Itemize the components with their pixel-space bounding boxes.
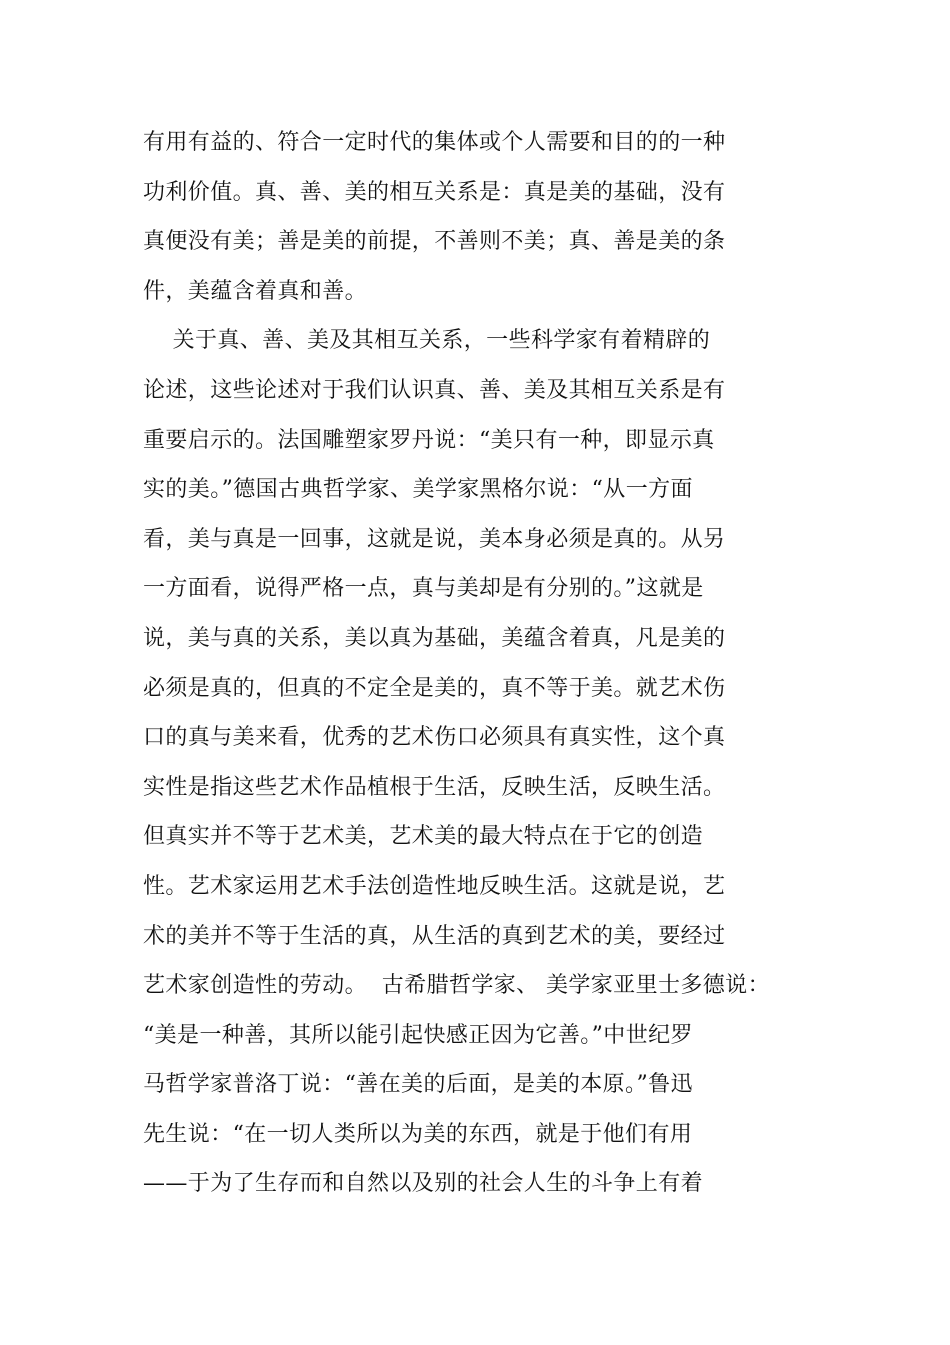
text-line: 重要启示的。法国雕塑家罗丹说：“美只有一种，即显示真 bbox=[143, 427, 715, 453]
text-line: 说，美与真的关系，美以真为基础，美蕴含着真，凡是美的 bbox=[143, 625, 726, 651]
text-line: 实的美。”德国古典哲学家、美学家黑格尔说：“从一方面 bbox=[143, 477, 693, 503]
text-line: 马哲学家普洛丁说：“善在美的后面，是美的本原。”鲁迅 bbox=[143, 1072, 693, 1098]
text-line: 有用有益的、符合一定时代的集体或个人需要和目的的一种 bbox=[143, 130, 726, 155]
text-line: 但真实并不等于艺术美，艺术美的最大特点在于它的创造 bbox=[143, 824, 704, 850]
text-line: 先生说：“在一切人类所以为美的东西，就是于他们有用 bbox=[143, 1121, 693, 1147]
text-line: 论述，这些论述对于我们认识真、善、美及其相互关系是有 bbox=[143, 377, 726, 403]
text-line: “美是一种善，其所以能引起快感正因为它善。”中世纪罗 bbox=[143, 1022, 693, 1048]
text-line: 必须是真的，但真的不定全是美的，真不等于美。就艺术伤 bbox=[143, 675, 726, 701]
text-line: 术的美并不等于生活的真，从生活的真到艺术的美，要经过 bbox=[143, 923, 726, 949]
text-line: 真便没有美；善是美的前提，不善则不美；真、善是美的条 bbox=[143, 229, 726, 255]
text-line: 性。艺术家运用艺术手法创造性地反映生活。这就是说，艺 bbox=[143, 873, 726, 899]
text-line: ——于为了生存而和自然以及别的社会人生的斗争上有着 bbox=[143, 1171, 704, 1197]
text-line: 一方面看，说得严格一点，真与美却是有分别的。”这就是 bbox=[143, 576, 704, 602]
text-line: 件，美蕴含着真和善。 bbox=[143, 278, 368, 304]
body-text bbox=[143, 118, 823, 1209]
text-line: 看，美与真是一回事，这就是说，美本身必须是真的。从另 bbox=[143, 526, 726, 552]
text-line: 功利价值。真、善、美的相互关系是：真是美的基础，没有 bbox=[143, 179, 726, 205]
text-line: 艺术家创造性的劳动。 古希腊哲学家、 美学家亚里士多德说： bbox=[143, 973, 770, 999]
text-line: 实性是指这些艺术作品植根于生活，反映生活，反映生活。 bbox=[143, 774, 726, 800]
paragraph-start-line: 关于真、善、美及其相互关系，一些科学家有着精辟的 bbox=[143, 328, 711, 354]
text-line: 口的真与美来看，优秀的艺术伤口必须具有真实性，这个真 bbox=[143, 725, 726, 751]
